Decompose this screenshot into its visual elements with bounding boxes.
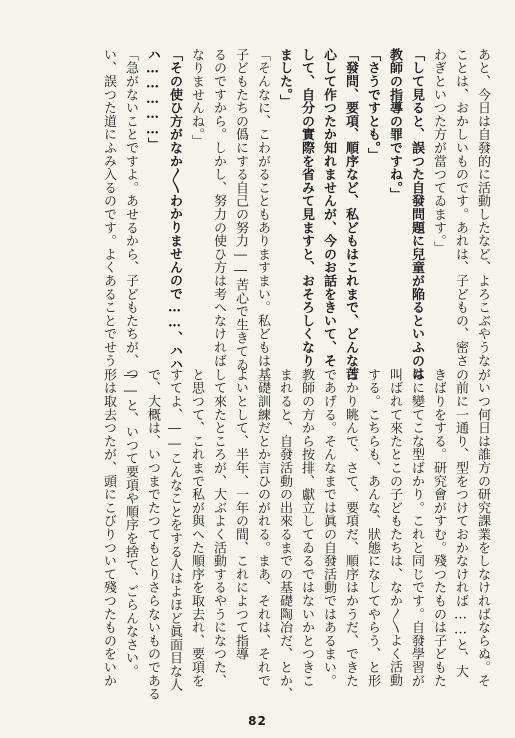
bottom-text-block <box>97 368 493 713</box>
text-column: 「急がないことですよ。あせるから、子どもたちが、つ <box>123 48 138 381</box>
text-column: 「さうですとも。」 <box>365 48 380 162</box>
text-column: あと、今日は自發的に活動したなど、よろこぶやうな <box>475 48 490 368</box>
text-column: 「して見ると、誤つた自發問題に兒童が陥るといふのは <box>409 48 424 381</box>
text-column: わぎといつた方が當つてゐます。」 <box>431 48 446 255</box>
text-column: るのですから。しかし、努力の使ひ方は考へなければ <box>211 48 226 368</box>
text-column: 「發問、要項、順序など、私どもはこれまで、どんな苦 <box>343 48 358 381</box>
text-column: 教師の方から按排、獻立してゐるではないかとつきこ <box>299 368 314 688</box>
text-column: ハ……………」 <box>145 48 160 152</box>
text-column: い、誤つた道にふみ入るのです。よくあることでせう <box>101 48 116 368</box>
text-column: 心して作つたか知れませんが、今のお話をきいて、そ <box>321 48 336 368</box>
text-column: 形は取去つたが、頭にこびりついて殘つたものをいか <box>101 368 116 688</box>
text-column: の前に一通り、型をつけておかなければ……と、大 <box>453 368 468 678</box>
text-column: で、大概は、いつまでたつてもとりさらないものである <box>145 368 160 701</box>
text-column: 子どもたちの僞にする自己の努力――苦心で生きてゐ <box>233 48 248 372</box>
text-column: ちに變てこな型ばかり。これと同じです。自發學習が <box>409 368 424 688</box>
text-column: する。こちらも、あんな、狀態になしてやらう、と形 <box>365 368 380 688</box>
text-column: ました。」 <box>277 48 292 108</box>
text-column: きばりをする。研究會がすむ。殘つたものは子どもた <box>431 368 446 688</box>
text-column: よいとして、半年、一年の間、これによつて指導 <box>233 368 248 661</box>
top-text-block <box>97 48 493 381</box>
text-column: ことは、おかしいものです。あれは、子どもの、密さ <box>453 48 468 368</box>
text-column: と思つて、これまで私が與へた順序を取去れ、要項を <box>189 368 204 688</box>
text-column: まれると、自發活動の出來るまでの基礎陶冶だ、とか、 <box>277 368 292 701</box>
text-column: 教師の指導の罪ですね。」 <box>387 48 402 202</box>
text-column: 「その使ひ方がなか〳〵わかりませんので……、ハハ <box>167 48 182 371</box>
text-column: して、自分の實際を省みて見ますと、おそろしくなり <box>299 48 314 368</box>
text-column: 基礎訓練だとか言ひのがれる。まあ、それは、それで <box>255 368 270 688</box>
text-column: して來たところが、大ぶよく活動するやうになつた、 <box>211 368 226 688</box>
text-column: ――と、いつて要項や順序を捨て、ごらんなさい。 <box>123 368 138 678</box>
text-column: であげる。そんなまでは眞の自發活動ではあるまい。 <box>321 368 336 688</box>
text-column: 叫ばれて來たとこの子どもたちは、なか〳〵よく活動 <box>387 368 402 687</box>
text-column: ばかり眺んで、さて、要項だ、順序はかうだ、できた <box>343 368 358 688</box>
text-column: がいつ何日は誰方の研究課業をしなければならぬ。そ <box>475 368 490 688</box>
text-column: なりませんね。」 <box>189 48 204 148</box>
page-number: 82 <box>248 714 267 728</box>
text-column: 「そんなに、こわがることもありますまい。私どもは、 <box>255 48 270 381</box>
text-column: すてよ、――こんなことをする人はよほど眞面目な人 <box>167 368 182 692</box>
